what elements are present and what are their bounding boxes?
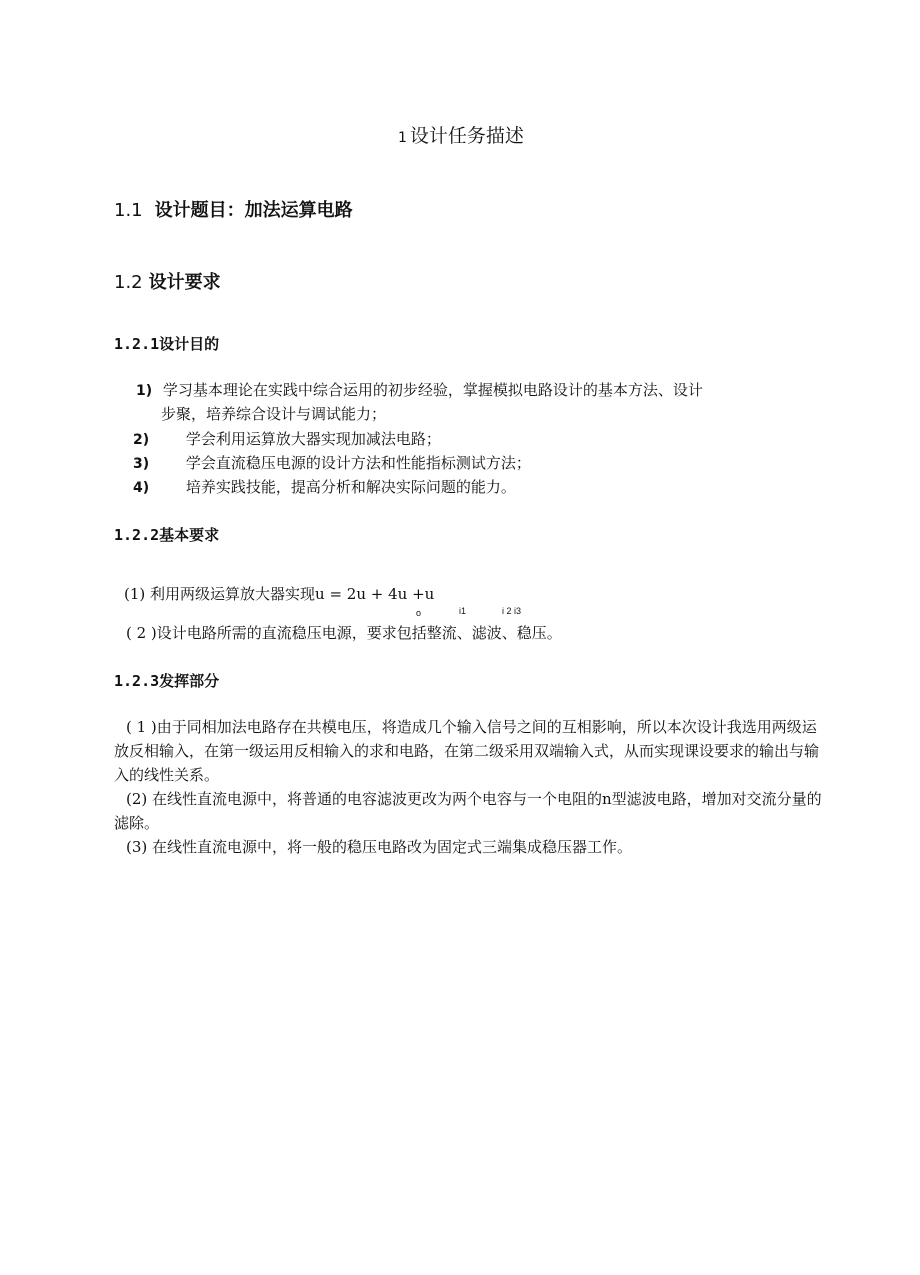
list-text: 学会利用运算放大器实现加减法电路；: [185, 430, 441, 448]
list-number: 3): [133, 456, 150, 472]
subsection-heading-1-2-3: 1.2.3发挥部分: [114, 672, 220, 690]
title-text: 设计任务描述: [409, 125, 524, 147]
formula: u = 2u + 4u +u: [315, 585, 435, 603]
formula-subscript-i2i3: i 2 i3: [502, 606, 522, 616]
paragraph: (2) 在线性直流电源中，将普通的电容滤波更改为两个电容与一个电阻的n型滤波电路，增加对交流分量的滤除。: [114, 790, 822, 832]
list-item-continuation: 步聚，培养综合设计与调试能力；: [161, 405, 387, 423]
formula-subscript-i1: i1: [459, 606, 467, 616]
list-number: 1): [136, 383, 153, 399]
section-text: 设计要求: [148, 272, 221, 293]
paragraph: ( 1 )由于同相加法电路存在共模电压，将造成几个输入信号之间的互相影响，所以本次设计我选用两级运放反相输入，在第一级运用反相输入的求和电路，在第二级采用双端输入式，从而实现课设要求的输出与输入的线性关系。: [114, 718, 820, 784]
subsection-heading-1-2-1: 1.2.1设计目的: [114, 335, 220, 353]
section-heading-1-2: [114, 268, 221, 294]
list-item: [133, 427, 441, 452]
paragraph: (3) 在线性直流电源中，将一般的稳压电路改为固定式三端集成稳压器工作。: [126, 838, 633, 856]
formula-subscript-o: o: [416, 608, 422, 618]
requirement-text: (1) 利用两级运算放大器实现: [124, 585, 316, 603]
list-item: [136, 378, 703, 403]
list-number: 2): [133, 432, 150, 448]
title-number: 1: [398, 130, 407, 146]
section-heading-1-1: [114, 196, 353, 222]
requirement-item-2: ( 2 )设计电路所需的直流稳压电源，要求包括整流、滤波、稳压。: [126, 624, 562, 642]
section-number: 1.1: [114, 200, 143, 221]
section-text: 设计题目：加法运算电路: [154, 200, 353, 221]
subsection-heading-1-2-2: 1.2.2基本要求: [114, 526, 220, 544]
list-text: 学会直流稳压电源的设计方法和性能指标测试方法；: [185, 454, 531, 472]
list-item: [133, 451, 531, 476]
requirement-item-1: [124, 582, 434, 606]
list-item: [133, 475, 516, 500]
list-number: 4): [133, 480, 150, 496]
section-number: 1.2: [114, 272, 143, 293]
list-text: 培养实践技能，提高分析和解决实际问题的能力。: [185, 478, 516, 496]
page-title: [398, 121, 524, 148]
list-text: 学习基本理论在实践中综合运用的初步经验，掌握模拟电路设计的基本方法、设计: [162, 381, 703, 399]
